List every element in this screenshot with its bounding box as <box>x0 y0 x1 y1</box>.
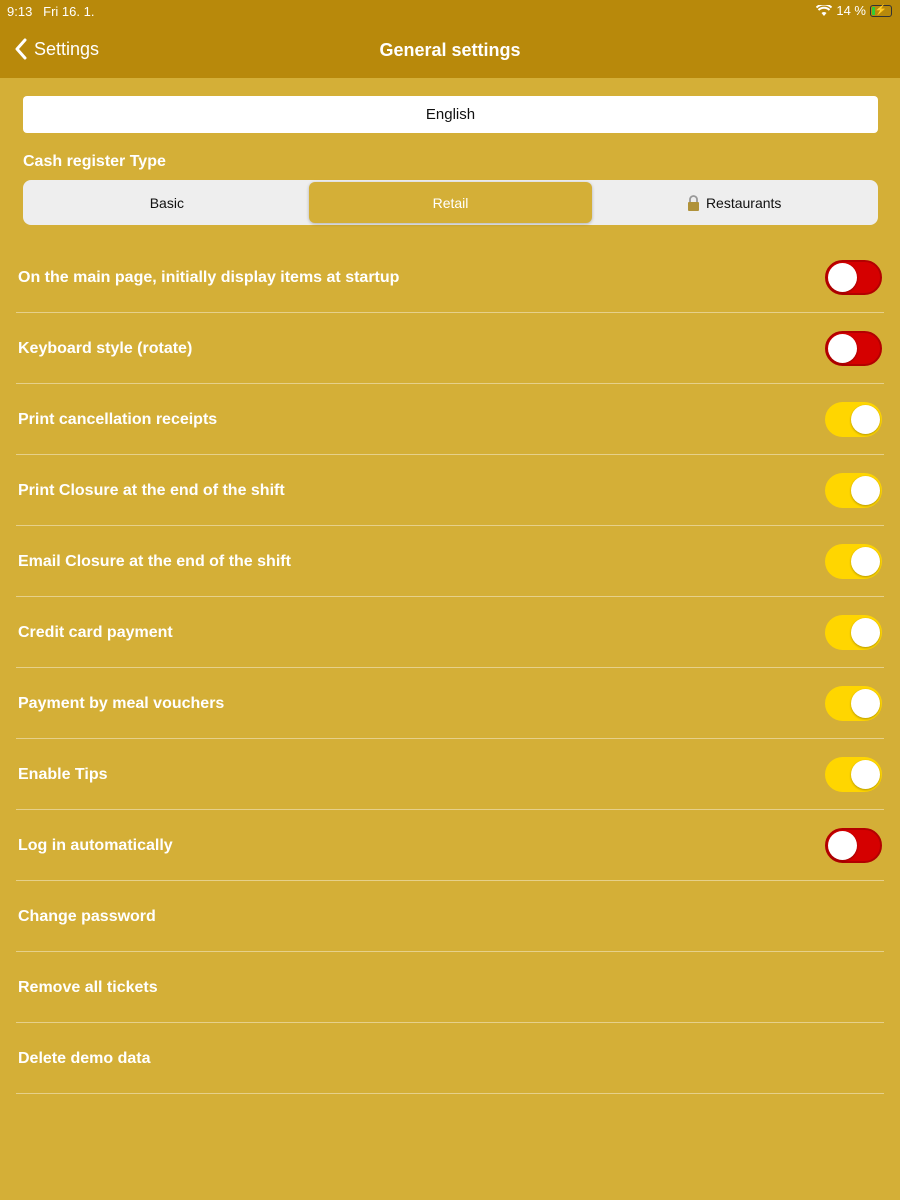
settings-row <box>0 384 900 455</box>
segment-restaurants[interactable] <box>592 182 876 223</box>
settings-row[interactable] <box>0 881 900 952</box>
settings-row-label: Keyboard style (rotate) <box>18 339 193 357</box>
segment-basic[interactable]: Basic <box>149 194 184 211</box>
toggle-switch[interactable] <box>825 260 882 295</box>
toggle-knob <box>851 760 880 789</box>
settings-row-label: Change password <box>18 907 156 925</box>
toggle-knob <box>851 405 880 434</box>
back-label: Settings <box>34 38 100 59</box>
toggle-switch[interactable] <box>825 686 882 721</box>
navigation-header <box>0 0 900 78</box>
settings-row-label: Print Closure at the end of the shift <box>18 481 285 499</box>
toggle-switch[interactable] <box>825 331 882 366</box>
status-indicators <box>816 3 892 18</box>
toggle-switch[interactable] <box>825 544 882 579</box>
toggle-knob <box>828 831 857 860</box>
settings-row-label: Print cancellation receipts <box>18 410 218 428</box>
wifi-icon <box>816 5 832 17</box>
page-title: General settings <box>379 40 521 60</box>
settings-row-label: Payment by meal vouchers <box>18 694 225 712</box>
toggle-switch[interactable] <box>825 828 882 863</box>
cash-register-type-segmented-control <box>23 180 878 225</box>
segment-restaurants-label: Restaurants <box>705 194 782 211</box>
toggle-knob <box>828 334 857 363</box>
toggle-switch[interactable] <box>825 757 882 792</box>
settings-row-label: Log in automatically <box>18 836 173 854</box>
settings-list <box>0 242 900 1094</box>
toggle-switch[interactable] <box>825 615 882 650</box>
settings-row <box>0 739 900 810</box>
settings-row <box>0 810 900 881</box>
toggle-switch[interactable] <box>825 473 882 508</box>
settings-row-label: Enable Tips <box>18 765 108 783</box>
settings-row <box>0 242 900 313</box>
battery-percent: 14 % <box>836 3 866 18</box>
toggle-knob <box>851 476 880 505</box>
settings-row <box>0 455 900 526</box>
settings-row-label: Credit card payment <box>18 623 173 641</box>
settings-row-label: Remove all tickets <box>18 978 158 996</box>
settings-row-label: Email Closure at the end of the shift <box>18 552 291 570</box>
settings-row[interactable] <box>0 1023 900 1094</box>
settings-row <box>0 313 900 384</box>
language-selector[interactable]: English <box>23 96 878 133</box>
toggle-knob <box>828 263 857 292</box>
settings-row <box>0 668 900 739</box>
toggle-knob <box>851 689 880 718</box>
cash-register-type-label: Cash register Type <box>23 153 166 170</box>
settings-row <box>0 597 900 668</box>
status-time: 9:13 Fri 16. 1. <box>7 4 95 19</box>
segment-retail[interactable]: Retail <box>309 182 593 223</box>
settings-row[interactable] <box>0 952 900 1023</box>
settings-row-label: Delete demo data <box>18 1049 151 1067</box>
settings-row-label: On the main page, initially display items at startup <box>18 268 400 286</box>
toggle-knob <box>851 618 880 647</box>
toggle-switch[interactable] <box>825 402 882 437</box>
settings-row <box>0 526 900 597</box>
lock-icon <box>687 195 700 211</box>
toggle-knob <box>851 547 880 576</box>
battery-charging-icon: ⚡ <box>870 5 892 17</box>
